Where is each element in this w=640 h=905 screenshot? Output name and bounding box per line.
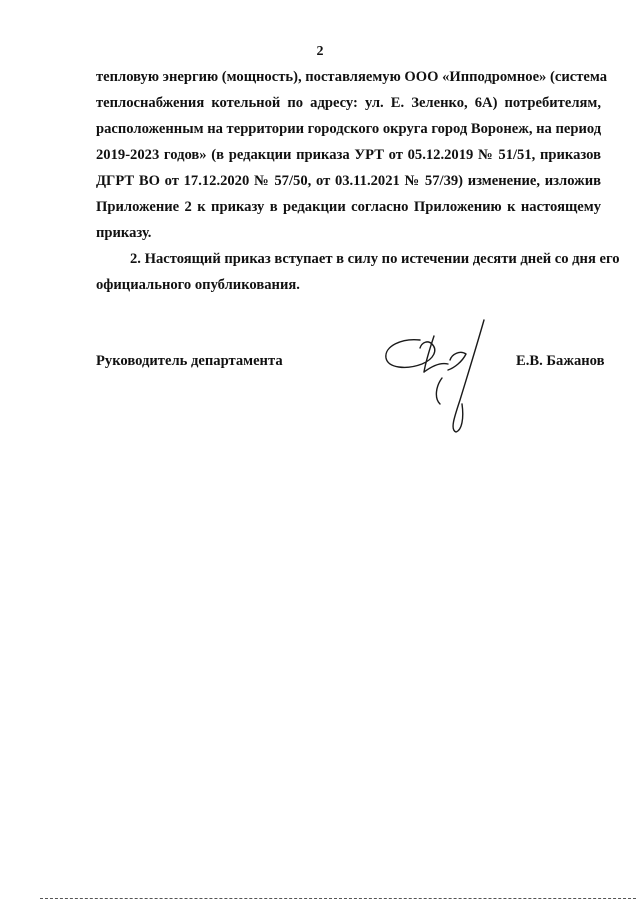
paragraph-line: официального опубликования. [96,277,300,293]
signatory-role: Руководитель департамента [96,353,283,369]
paragraph-line: расположенным на территории городского округа город Воронеж, на период [96,121,602,137]
scan-edge-line [40,898,636,899]
handwritten-signature [376,318,496,436]
paragraph-line: 2019-2023 годов» (в редакции приказа УРТ от 05.12.2019 № 51/51, приказов [96,147,601,163]
signatory-name: Е.В. Бажанов [516,353,605,369]
paragraph-line: Приложение 2 к приказу в редакции согласно Приложению к настоящему [96,199,601,215]
paragraph-line: приказу. [96,225,152,241]
paragraph-line: ДГРТ ВО от 17.12.2020 № 57/50, от 03.11.2021 № 57/39) изменение, изложив [96,173,601,189]
page-number: 2 [316,44,324,59]
paragraph-line: тепловую энергию (мощность), поставляемую ООО «Ипподромное» (система [96,69,608,85]
document-body [96,64,620,298]
paragraph-line: 2. Настоящий приказ вступает в силу по истечении десяти дней со дня его [130,251,620,267]
paragraph-line: теплоснабжения котельной по адресу: ул. Е. Зеленко, 6А) потребителям, [96,95,601,111]
